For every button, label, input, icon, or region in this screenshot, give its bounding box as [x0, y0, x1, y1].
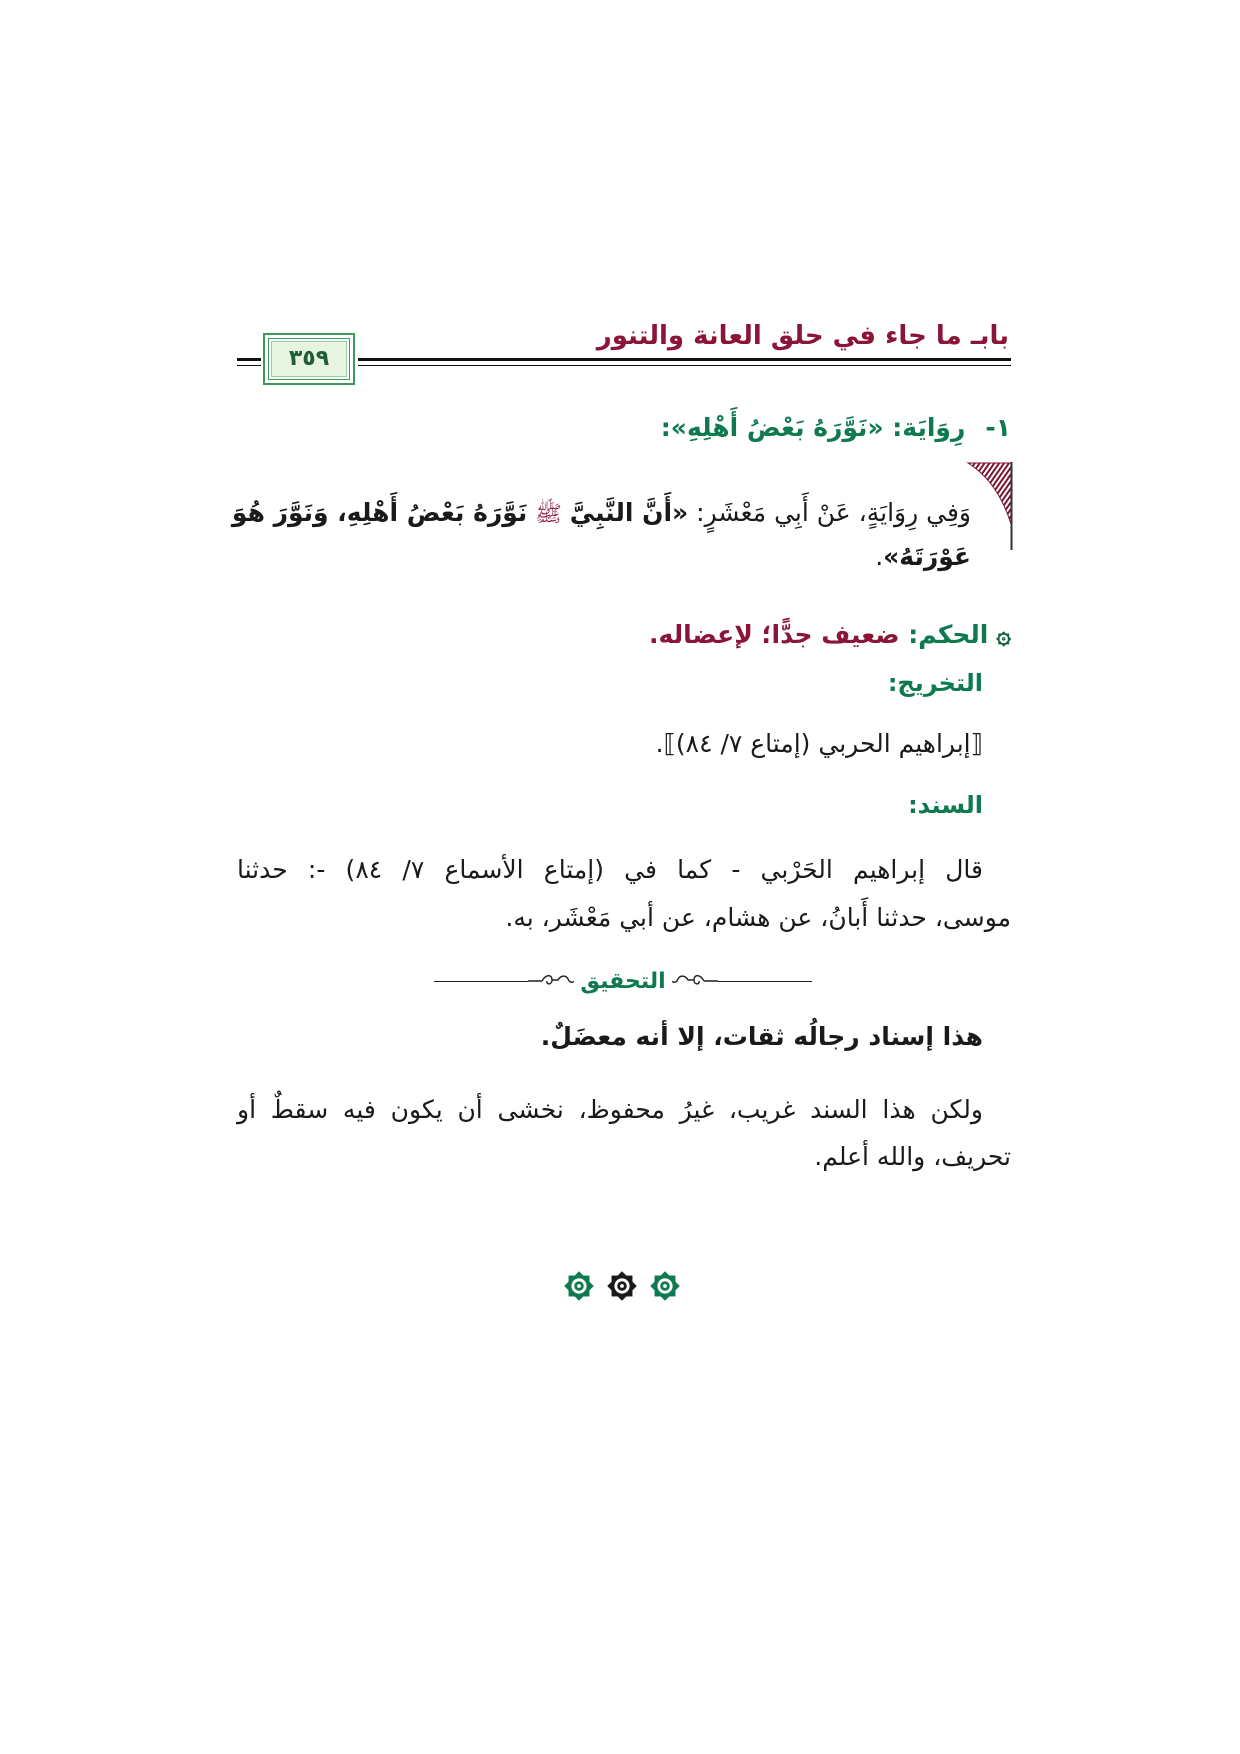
divider-rule-right: [718, 981, 812, 982]
header-rule-left: [237, 358, 261, 366]
star-ornament-icon: [603, 1267, 641, 1305]
tahqiq-verdict: هذا إسناد رجالُه ثقات، إلا أنه معضَلٌ.: [540, 1022, 983, 1051]
end-ornaments: [560, 1266, 684, 1306]
narration-paragraph: [231, 492, 1011, 578]
hadith-heading-text: رِوَايَة: «نَوَّرَهُ بَعْضُ أَهْلِهِ»:: [660, 413, 966, 442]
hadith-number: ١-: [985, 413, 1011, 442]
sanad-line: موسى، حدثنا أَبانُ، عن هشام، عن أبي مَعْشَر، به.: [505, 903, 1011, 932]
ruling-line: [237, 614, 1011, 656]
header-rule-right: [358, 358, 1011, 366]
flourish-right-icon: [672, 972, 718, 990]
star-ornament-icon: [646, 1267, 684, 1305]
narration-quote-mid: نَوَّرَهُ بَعْضُ أَهْلِهِ، وَنَوَّرَ هُوَ: [231, 498, 528, 527]
narration-intro: وَفِي رِوَايَةٍ، عَنْ أَبِي مَعْشَرٍ:: [696, 498, 971, 527]
flourish-left-icon: [528, 972, 574, 990]
page-number-frame: [263, 333, 355, 385]
ruling-label: الحكم:: [908, 620, 989, 649]
takhrij-label: التخريج:: [887, 669, 983, 697]
narration-line: [237, 536, 971, 578]
takhrij-text: ⟦إبراهيم الحربي (إمتاع ٧/ ٨٤)⟧.: [655, 729, 983, 758]
tahqiq-divider: [434, 963, 812, 999]
closing-paragraph: [237, 1086, 1011, 1180]
tahqiq-title: التحقيق: [580, 968, 666, 994]
ruling-value: ضعيف جدًّا؛ لإعضاله.: [649, 620, 900, 649]
page-number-frame-inner: [268, 338, 350, 380]
salutation-glyph: ﷺ: [535, 502, 562, 527]
narration-line: [231, 492, 971, 536]
star-ornament-icon: [560, 1267, 598, 1305]
closing-line: ولكن هذا السند غريب، غيرُ محفوظ، نخشى أن يكون فيه سقطٌ أو: [237, 1095, 983, 1124]
narration-quote-end: عَوْرَتَهُ»: [883, 542, 971, 571]
hadith-heading: [237, 408, 1011, 448]
divider-rule-left: [434, 981, 528, 982]
narration-quote-start: «أَنَّ النَّبِيَّ: [569, 498, 689, 527]
page-number: ٣٥٩: [288, 346, 330, 371]
running-header-title: بابـ ما جاء في حلق العانة والتنور: [596, 321, 1009, 351]
narration-end-punctuation: .: [875, 542, 884, 571]
ruling-marker-icon: ۞: [996, 620, 1011, 649]
sanad-paragraph: [237, 846, 1011, 942]
sanad-label: السند:: [908, 791, 983, 819]
sanad-line: قال إبراهيم الحَرْبي - كما في (إمتاع الأسماع ٧/ ٨٤) -: حدثنا: [237, 855, 984, 884]
closing-line: تحريف، والله أعلم.: [814, 1142, 1011, 1171]
